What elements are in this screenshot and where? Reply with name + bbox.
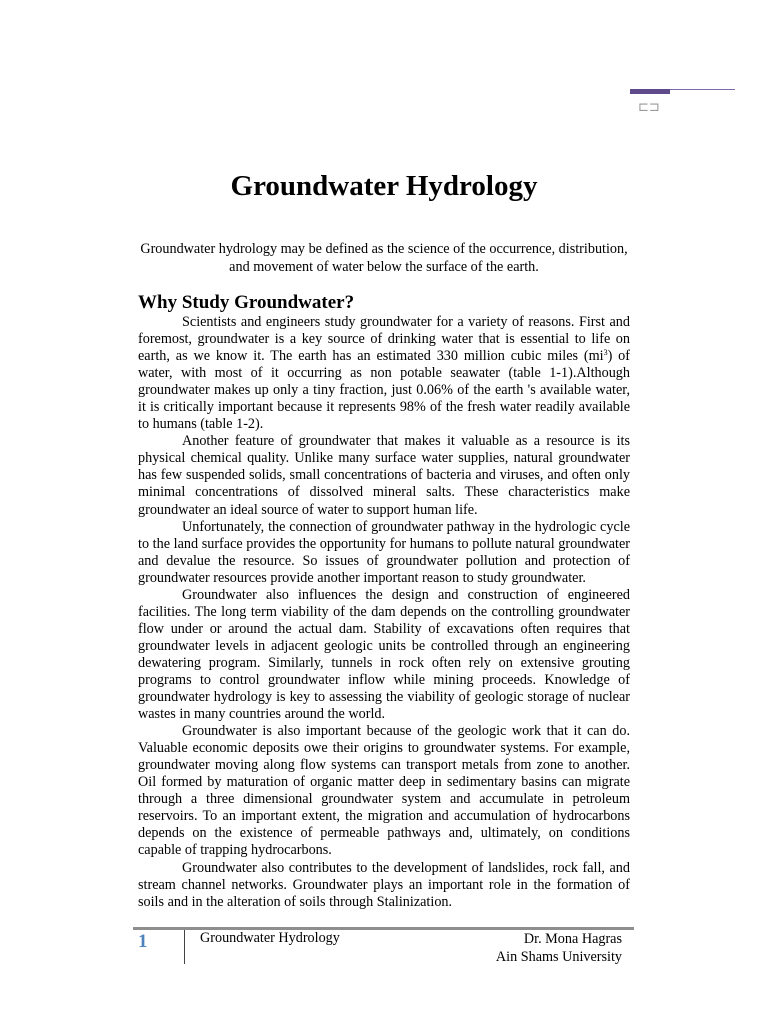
header-mark-icon: ⊏⊐ [638,100,660,115]
page-number: 1 [138,931,148,952]
footer-author: Dr. Mona Hagras [523,931,622,947]
superscript-3: 3 [603,348,608,358]
paragraph-3: Unfortunately, the connection of groundwater pathway in the hydrologic cycle to the land surface provides the opportunity for humans to pollute natural groundwater and devalue the resource. So issues of groundwater pollution and protection of groundwater resources provide another important reason to study groundwater. [138,518,630,586]
paragraph-1-part-b: ) of water, with most of it occurring as non potable seawater (table 1-1).Although groundwater makes up only a tiny fraction, just 0.06% of the earth 's available water, it is critically important because it represents 98% of the fresh water readily available to humans (table 1-2). [138,348,631,433]
body-text [138,314,630,911]
definition-paragraph: Groundwater hydrology may be defined as the science of the occurrence, distribution, and movement of water below the surface of the earth. [140,241,628,275]
paragraph-5: Groundwater is also important because of the geologic work that it can do. Valuable economic deposits owe their origins to groundwater systems. For example, groundwater moving along flow systems can transport metals from zone to another. Oil formed by maturation of organic matter deep in sedimentary basins can migrate through a three dimensional groundwater system and accumulate in petroleum reservoirs. To an important extent, the migration and accumulation of hydrocarbons depends on the existence of permeable pathways and, ultimately, on conditions capable of trapping hydrocarbons. [138,723,630,859]
paragraph-6: Groundwater also contributes to the development of landslides, rock fall, and stream channel networks. Groundwater plays an important role in the formation of soils and in the alteration of soils through Stalinization. [138,859,630,910]
paragraph-4: Groundwater also influences the design and construction of engineered facilities. The long term viability of the dam depends on the controlling groundwater flow under or around the actual dam. Stability of excavations often requires that groundwater levels in adjacent geologic units be controlled through an engineering dewatering program. Similarly, tunnels in rock often rely on extensive grouting programs to control groundwater inflow while mining proceeds. Knowledge of groundwater hydrology is key to assessing the viability of geologic storage of nuclear wastes in many countries around the world. [138,586,630,723]
footer-divider [184,930,185,964]
footer-institution: Ain Shams University [495,949,622,965]
page-title: Groundwater Hydrology [230,170,538,202]
paragraph-2: Another feature of groundwater that makes it valuable as a resource is its physical chemical quality. Unlike many surface water supplies, natural groundwater has few suspended solids, small concentrations of bacteria and viruses, and often only minimal concentrations of dissolved mineral salts. These characteristics make groundwater an ideal source of water to support human life. [138,433,630,518]
footer-title: Groundwater Hydrology [200,930,340,946]
paragraph-1 [138,314,630,433]
footer-author-block [496,930,622,966]
header-accent-bar [630,89,670,94]
paragraph-1-part-a: Scientists and engineers study groundwater for a variety of reasons. First and foremost, groundwater is a key source of drinking water that is essential to life on earth, as we know it. The earth has an estimated 330 million cubic miles (mi [138,314,630,365]
section-heading: Why Study Groundwater? [138,292,355,313]
